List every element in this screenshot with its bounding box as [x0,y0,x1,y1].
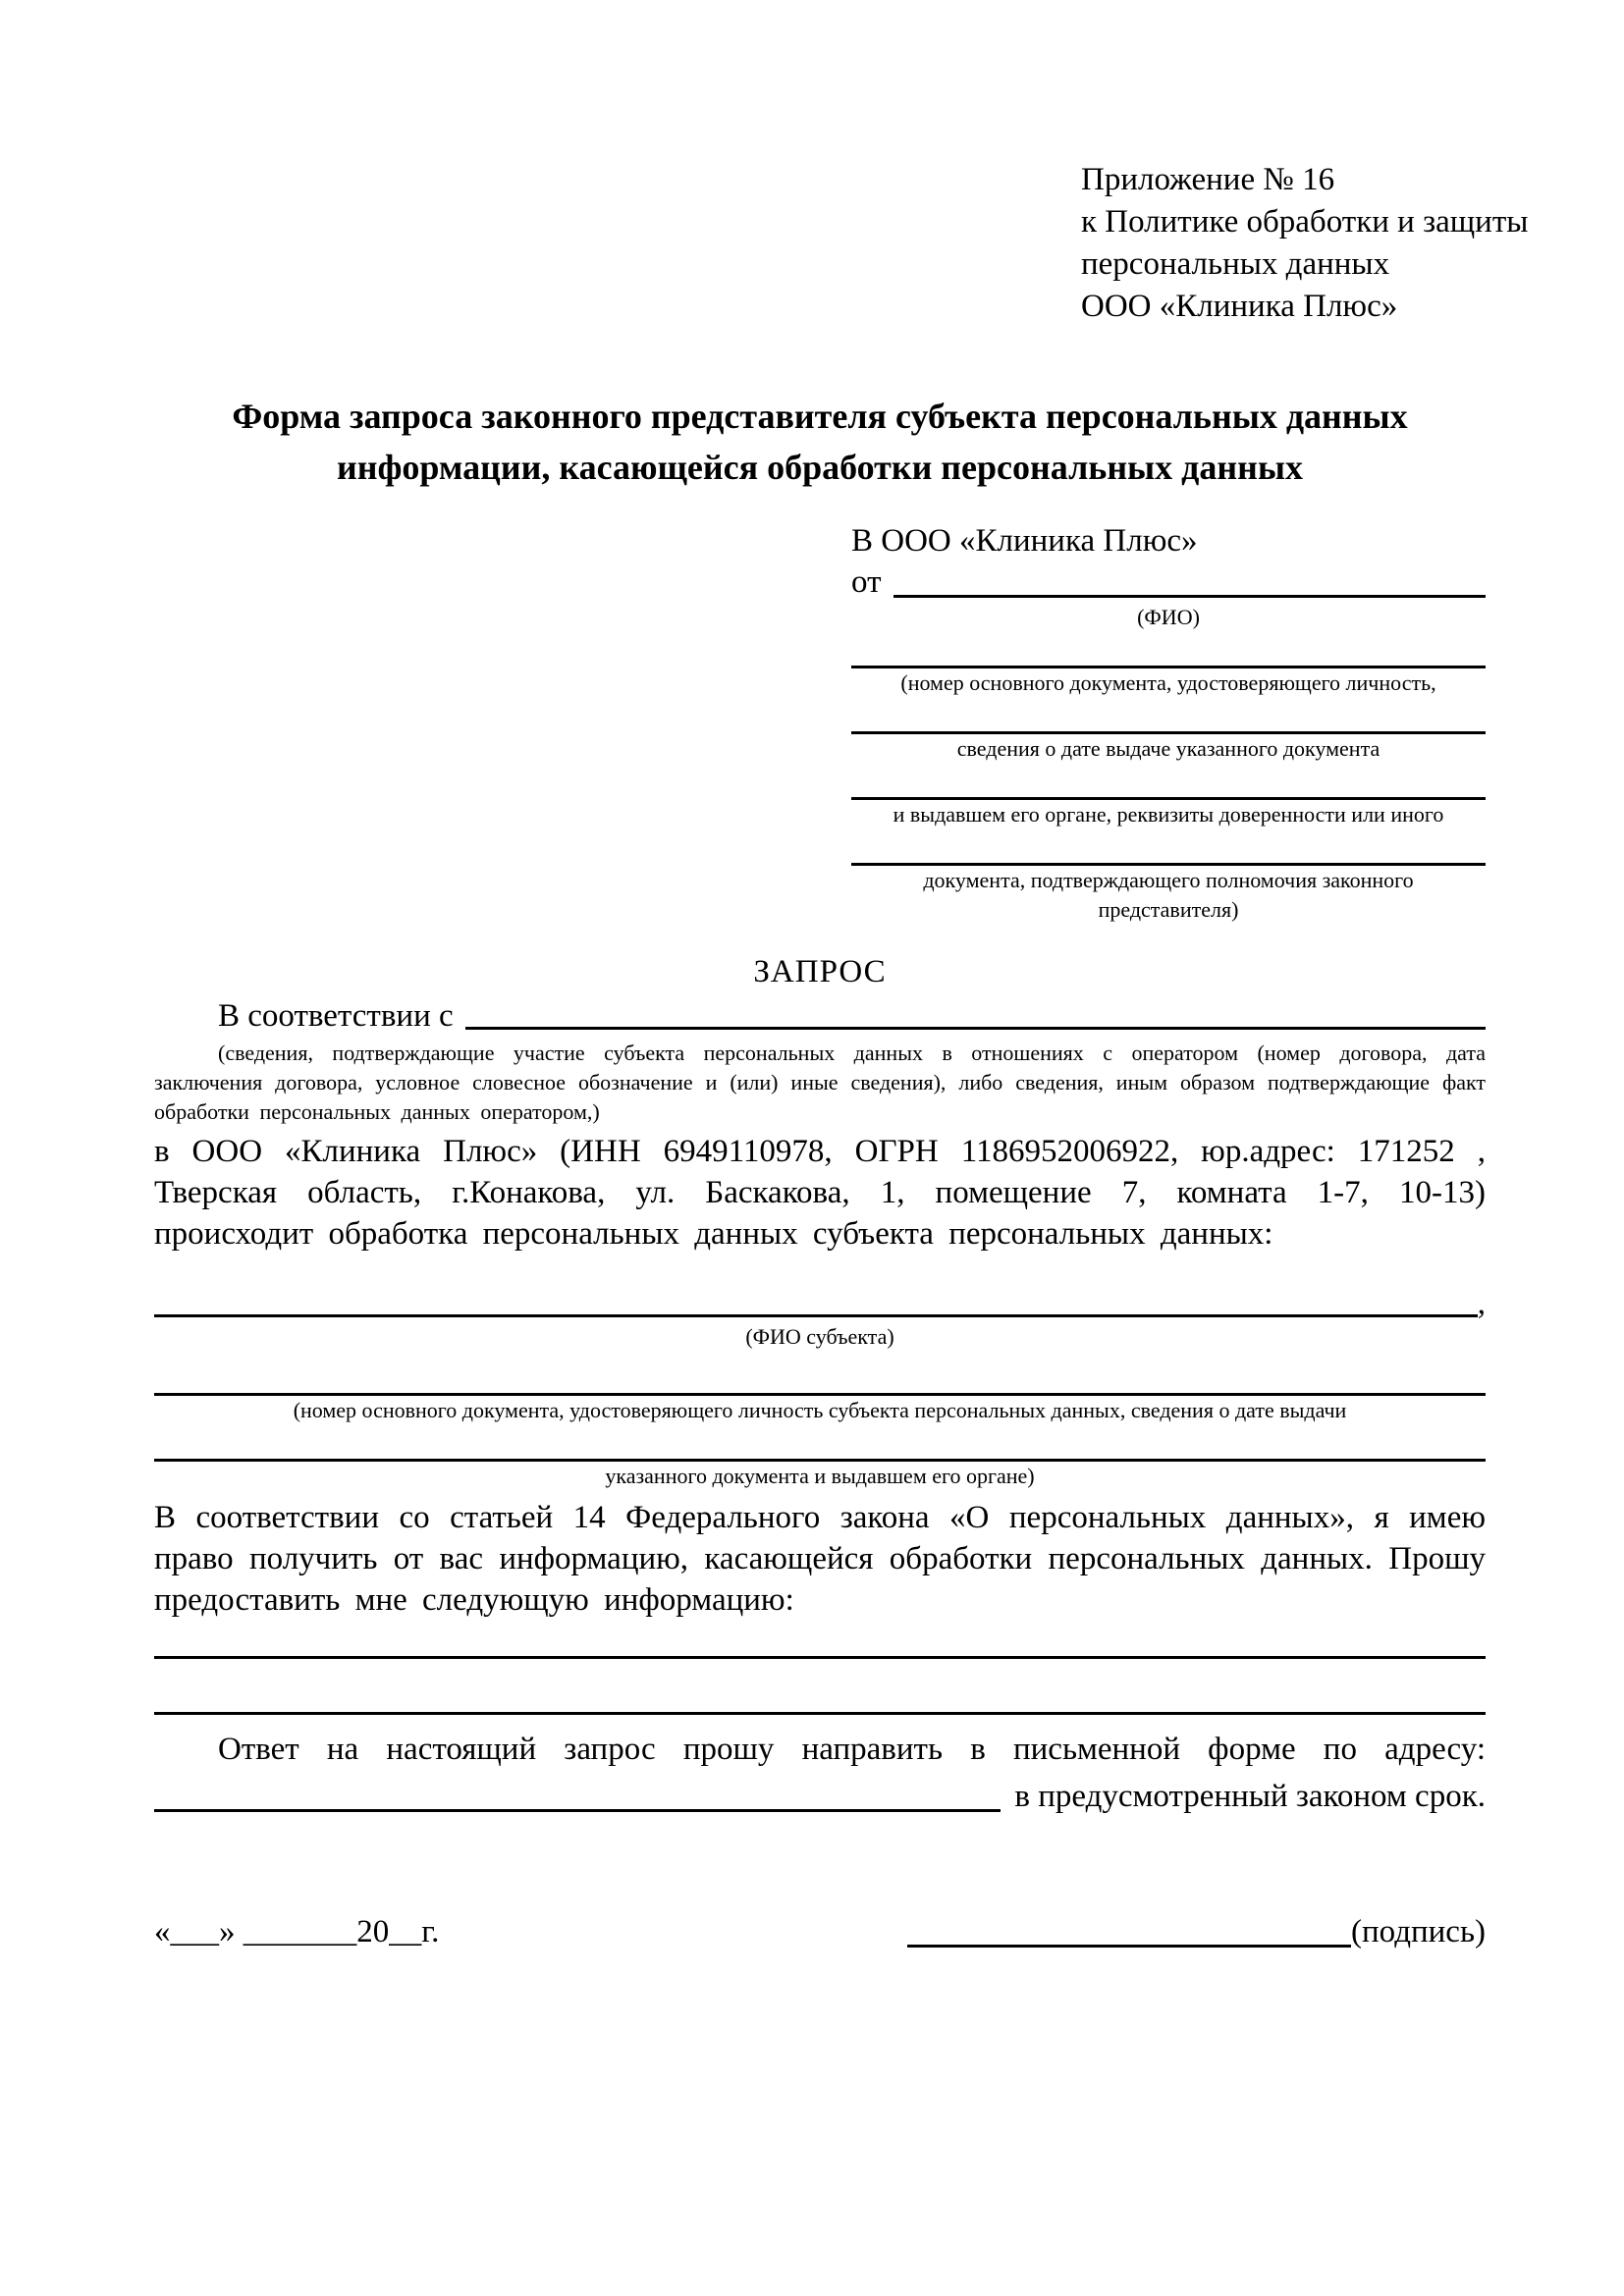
subject-doc-caption-2: указанного документа и выдавшем его органе) [605,1464,1035,1488]
doc-info-row-1 [851,666,1486,698]
address-row [154,1776,1486,1817]
date-line: «___» _______20__г. [154,1914,440,1949]
from-label: от [851,564,882,600]
info-field-line-2 [154,1712,1486,1715]
doc-caption-1: (номер основного документа, удостоверяющего личность, [900,670,1436,695]
from-row [851,561,1486,603]
operator-paragraph: в ООО «Клиника Плюс» (ИНН 6949110978, ОГРН 1186952006922, юр.адрес: 171252 , Тверская область, г.Конакова, ул. Баскакова, 1, помещение 7, комната 1-7, 10-13) происходит обработка персональных данных субъекта персональных данных: [154,1134,1486,1252]
subject-fio-comma: , [1477,1286,1486,1321]
signature-field-line [907,1911,1351,1948]
appendix-header [1081,159,1529,328]
answer-tail: в предусмотренный законом срок. [1014,1779,1486,1814]
address-field-line [154,1776,1001,1812]
signature-caption: (подпись) [1351,1914,1486,1949]
form-title-line-1: Форма запроса законного представителя субъекта персональных данных [232,397,1408,436]
doc-caption-2: сведения о дате выдаче указанного документа [956,736,1380,761]
fio-caption: (ФИО) [1137,605,1200,629]
fio-field-line [893,561,1487,598]
signature-block [907,1911,1486,1952]
appendix-line-4: ООО «Клиника Плюс» [1081,289,1398,324]
law-paragraph: В соответствии со статьей 14 Федерального закона «О персональных данных», я имею право получить от вас информацию, касающейся обработки персональных данных. Прошу предоставить мне следующую информацию: [154,1500,1486,1618]
basis-field-line [465,998,1486,1030]
addressee-block [851,520,1486,925]
doc-caption-3: и выдавшем его органе, реквизиты доверенности или иного [893,802,1444,827]
basis-row [154,998,1486,1035]
subject-fio-row [154,1286,1486,1322]
subject-fio-field-line [154,1286,1478,1317]
footer-row [154,1911,1486,1952]
appendix-line-2: к Политике обработки и защиты [1081,204,1529,240]
subject-fio-caption: (ФИО субъекта) [745,1324,894,1349]
appendix-line-1: Приложение № 16 [1081,162,1335,197]
info-field-line-1 [154,1656,1486,1659]
appendix-line-3: персональных данных [1081,246,1390,282]
doc-caption-4: документа, подтверждающего полномочия законного представителя) [923,868,1414,922]
form-title-line-2: информации, касающейся обработки персональных данных [337,448,1303,487]
basis-caption: (сведения, подтверждающие участие субъекта персональных данных в отношениях с оператором (номер договора, дата заключения договора, условное словесное обозначение и (или) иные сведения), либо сведения, иным образом подтверждающие факт обработки персональных данных оператором,) [154,1041,1486,1124]
subject-doc-caption-1: (номер основного документа, удостоверяющего личность субъекта персональных данных, сведения о дате выдачи [293,1398,1347,1422]
form-title [154,391,1486,493]
doc-info-row-4 [851,863,1486,925]
doc-info-row-2 [851,731,1486,764]
answer-paragraph: Ответ на настоящий запрос прошу направить в письменной форме по адресу: [218,1732,1486,1767]
basis-label: В соответствии с [218,998,454,1034]
request-heading: ЗАПРОС [753,954,887,989]
addressee-org: В ООО «Клиника Плюс» [851,523,1198,559]
doc-info-row-3 [851,797,1486,829]
